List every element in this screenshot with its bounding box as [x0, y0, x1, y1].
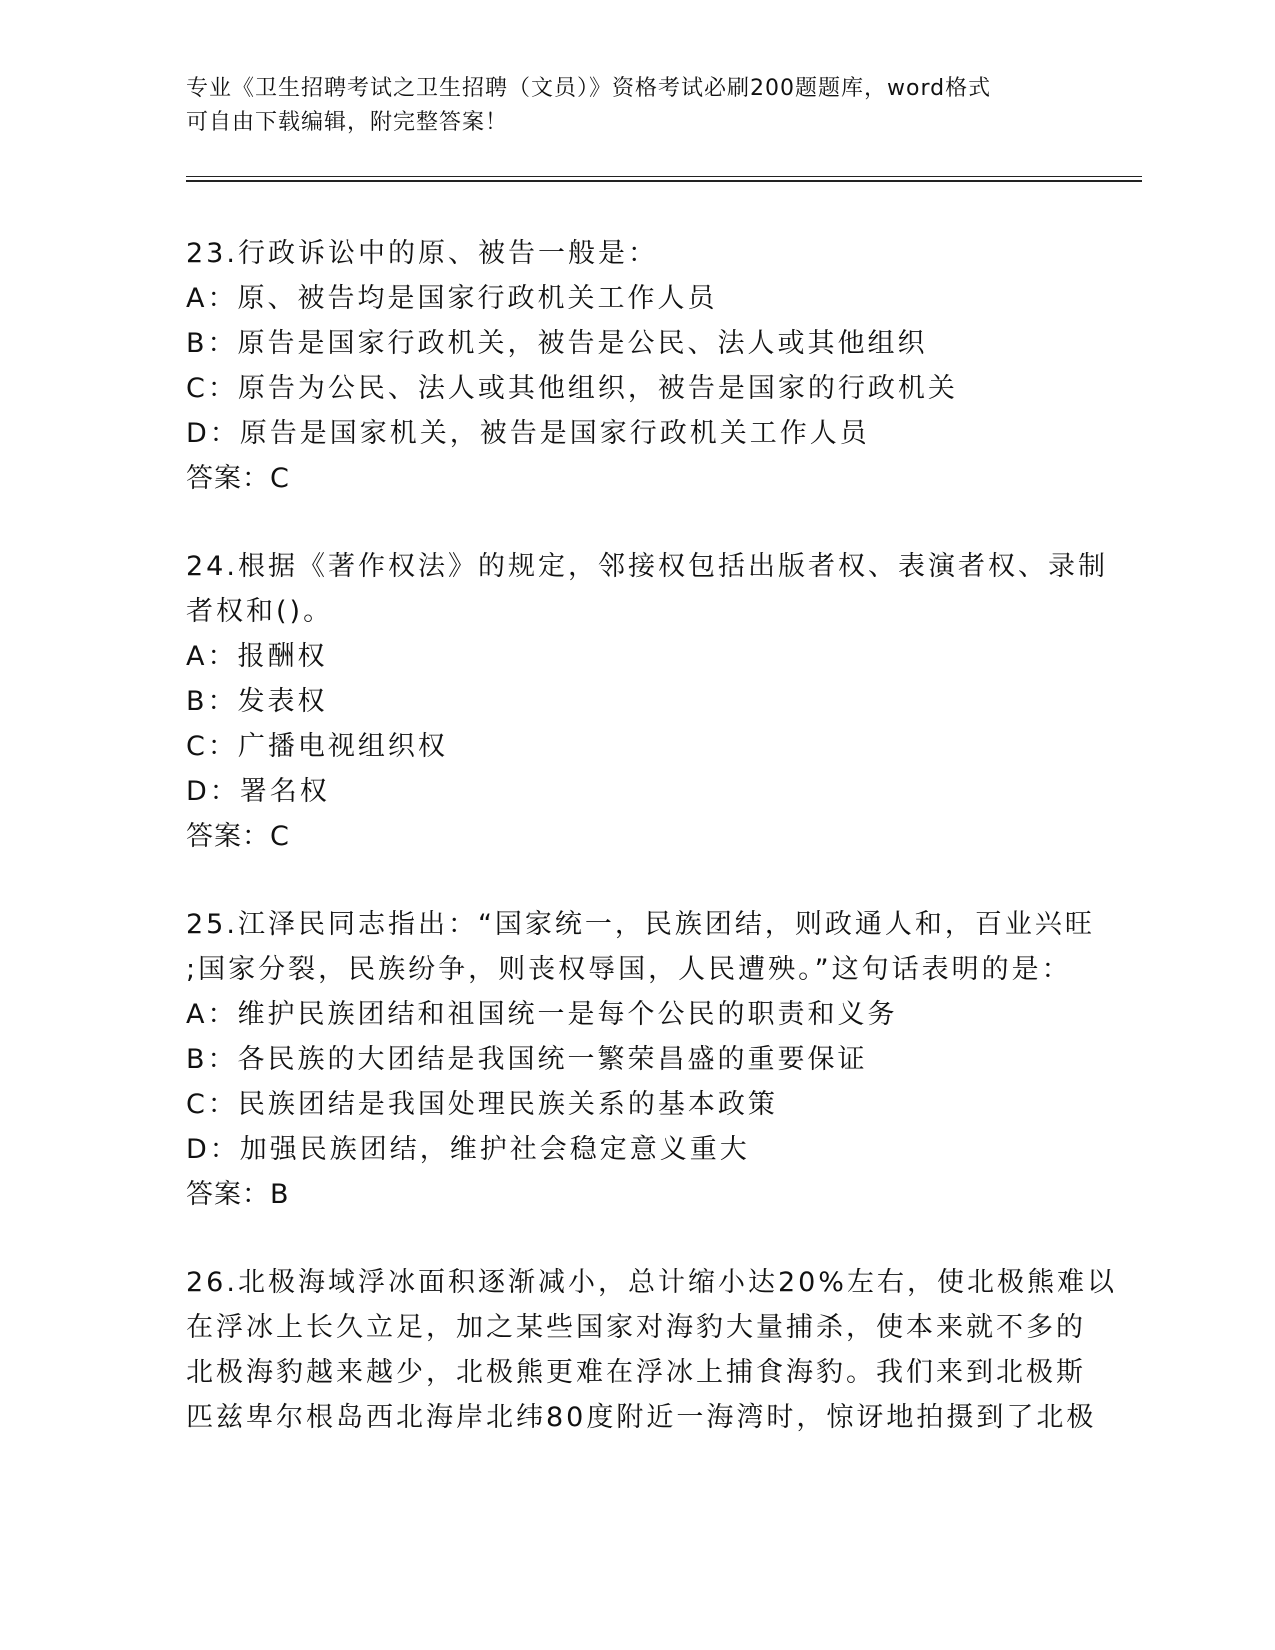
option-b: B：各民族的大团结是我国统一繁荣昌盛的重要保证 — [186, 1044, 868, 1075]
option-b: B：原告是国家行政机关，被告是公民、法人或其他组织 — [186, 328, 928, 359]
question-stem-continued: 在浮冰上长久立足，加之某些国家对海豹大量捕杀，使本来就不多的 — [186, 1312, 1086, 1343]
option-d: D：署名权 — [186, 776, 330, 807]
question-23 — [186, 231, 1066, 501]
answer-line: 答案：C — [186, 463, 290, 494]
question-stem: 26.北极海域浮冰面积逐渐减小，总计缩小达20%左右，使北极熊难以 — [186, 1267, 1117, 1298]
question-25 — [186, 902, 1095, 1217]
question-stem-continued: 北极海豹越来越少，北极熊更难在浮冰上捕食海豹。我们来到北极斯 — [186, 1357, 1086, 1388]
option-a: A：原、被告均是国家行政机关工作人员 — [186, 283, 718, 314]
option-a: A：维护民族团结和祖国统一是每个公民的职责和义务 — [186, 999, 898, 1030]
option-c: C：广播电视组织权 — [186, 731, 448, 762]
answer-line: 答案：B — [186, 1179, 290, 1210]
header-line-1: 专业《卫生招聘考试之卫生招聘（文员）》资格考试必刷200题题库，word格式 — [186, 76, 992, 101]
option-d: D：原告是国家机关，被告是国家行政机关工作人员 — [186, 418, 870, 449]
header-divider — [186, 176, 1142, 182]
option-a: A：报酬权 — [186, 641, 328, 672]
header-line-2: 可自由下载编辑，附完整答案！ — [186, 110, 509, 135]
answer-line: 答案：C — [186, 821, 290, 852]
question-24 — [186, 544, 1108, 859]
question-26 — [186, 1260, 1117, 1440]
option-b: B：发表权 — [186, 686, 328, 717]
question-stem: 24.根据《著作权法》的规定，邻接权包括出版者权、表演者权、录制 — [186, 551, 1108, 582]
option-d: D：加强民族团结，维护社会稳定意义重大 — [186, 1134, 750, 1165]
question-stem-continued: 匹兹卑尔根岛西北海岸北纬80度附近一海湾时，惊讶地拍摄到了北极 — [186, 1402, 1097, 1433]
question-list — [186, 231, 1117, 1483]
document-header — [186, 72, 1066, 140]
option-c: C：民族团结是我国处理民族关系的基本政策 — [186, 1089, 778, 1120]
question-stem-continued: ;国家分裂，民族纷争，则丧权辱国，人民遭殃。”这句话表明的是： — [186, 954, 1072, 985]
question-stem: 25.江泽民同志指出：“国家统一，民族团结，则政通人和，百业兴旺 — [186, 909, 1095, 940]
question-stem: 23.行政诉讼中的原、被告一般是： — [186, 238, 658, 269]
option-c: C：原告为公民、法人或其他组织，被告是国家的行政机关 — [186, 373, 958, 404]
question-stem-continued: 者权和()。 — [186, 596, 334, 627]
